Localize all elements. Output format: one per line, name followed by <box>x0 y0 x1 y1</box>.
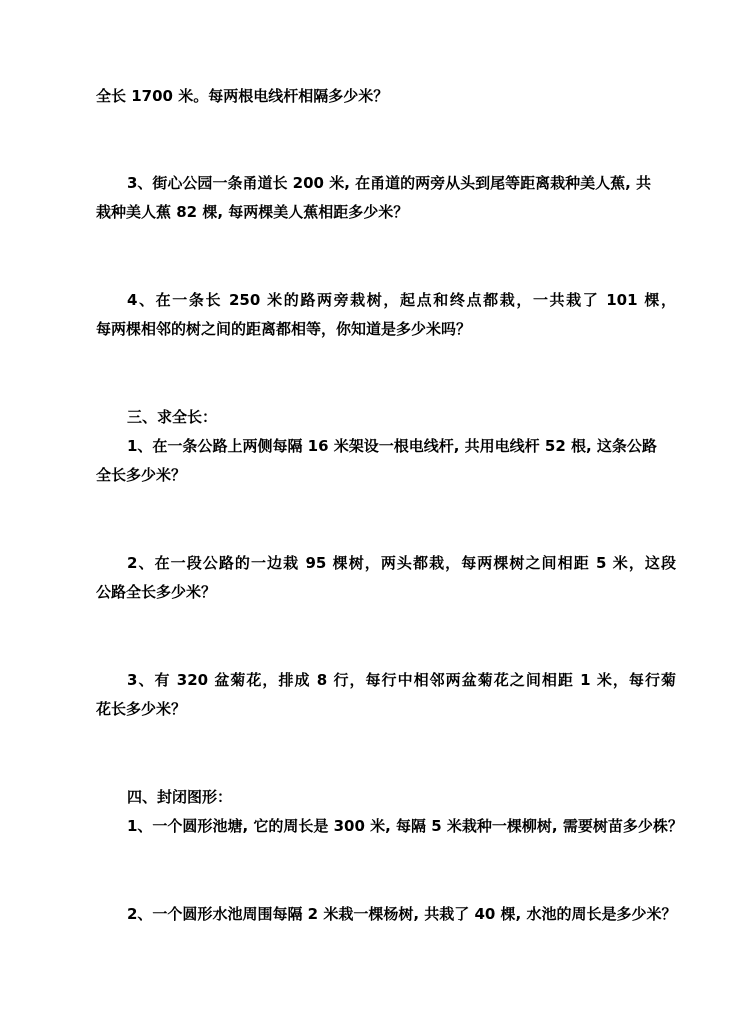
problem-3-2-line-1: 2、在一段公路的一边栽 95 棵树，两头都栽，每两棵树之间相距 5 米，这段 <box>127 554 676 572</box>
problem-4-2-line: 2、一个圆形水池周围每隔 2 米栽一棵杨树, 共栽了 40 棵, 水池的周长是多少米？ <box>127 905 677 923</box>
problem-3-3-line-2: 花长多少米？ <box>96 700 187 718</box>
problem-3-2-line-2: 公路全长多少米？ <box>96 583 217 601</box>
problem-3-1-line-2: 全长多少米？ <box>96 466 187 484</box>
section-4-heading: 四、封闭图形： <box>127 788 233 806</box>
problem-2-4-line-1: 4、在一条长 250 米的路两旁栽树，起点和终点都栽，一共栽了 101 棵， <box>127 291 676 309</box>
problem-4-1-line: 1、一个圆形池塘, 它的周长是 300 米, 每隔 5 米栽种一棵柳树, 需要树苗多少株？ <box>127 817 683 835</box>
section-3-heading: 三、求全长： <box>127 408 218 426</box>
problem-2-3-line-1: 3、街心公园一条甬道长 200 米, 在甬道的两旁从头到尾等距离栽种美人蕉, 共 <box>127 174 652 192</box>
problem-3-1-line-1: 1、在一条公路上两侧每隔 16 米架设一根电线杆, 共用电线杆 52 根, 这条公路 <box>127 437 657 455</box>
problem-2-4-line-2: 每两棵相邻的树之间的距离都相等，你知道是多少米吗？ <box>96 320 472 338</box>
problem-2-3-line-2: 栽种美人蕉 82 棵, 每两棵美人蕉相距多少米？ <box>96 203 409 221</box>
problem-3-3-line-1: 3、有 320 盆菊花，排成 8 行，每行中相邻两盆菊花之间相距 1 米，每行菊 <box>127 671 676 689</box>
intro-line: 全长 1700 米。每两根电线杆相隔多少米？ <box>96 87 389 105</box>
